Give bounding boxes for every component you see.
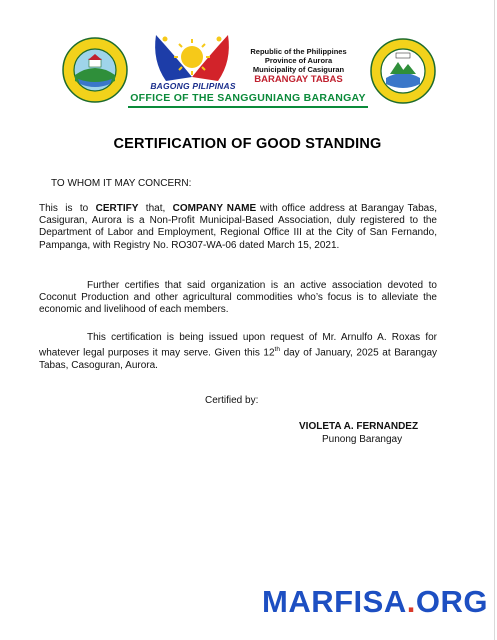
bagong-pilipinas-logo: [146, 27, 238, 89]
watermark-tld: ORG: [415, 584, 488, 619]
p1-intro: This is to: [39, 203, 96, 214]
p1-details: with office address at Barangay Tabas, Casiguran, Aurora is a Non-Profit Municipal-Based Association, duly registered to the Department of Labor and Employment, Regional Office III at the City of San Fernando, Pampanga, with Registry No. RO307-WA-06 dated March 15, 2021.: [39, 203, 438, 251]
header-line-republic: Republic of the Philippines: [250, 47, 347, 56]
letterhead: [236, 47, 361, 84]
office-title: OFFICE OF THE SANGGUNIANG BARANGAY: [130, 92, 366, 104]
header-barangay: BARANGAY TABAS: [254, 74, 343, 85]
p3-ordinal-suffix: th: [274, 346, 280, 354]
paragraph-further-certifies: Further certifies that said organization is an active association devoted to Coconut Production and other agricultural commodities who’s focus is to alleviate the economic and livelihood of each members.: [39, 280, 437, 316]
paragraph-certify: [39, 203, 437, 252]
paragraph-purpose: [39, 332, 437, 372]
logo-caption: BAGONG PILIPINAS: [150, 81, 236, 91]
p3-request: This certification is being issued upon request of Mr. Arnulfo A. Roxas for whatever legal purposes it may serve. Given this 12: [39, 332, 437, 359]
salutation: TO WHOM IT MAY CONCERN:: [51, 178, 192, 189]
header-line-municipality: Municipality of Casiguran: [252, 65, 345, 74]
p3-place: day of January, 2025 at Barangay Tabas, Casoguran, Aurora.: [39, 347, 438, 371]
document-title: CERTIFICATION OF GOOD STANDING: [113, 136, 382, 152]
header-divider: [128, 106, 368, 108]
barangay-seal-logo: [62, 37, 128, 103]
marfisa-watermark: [262, 584, 488, 620]
signer-position: Punong Barangay: [322, 434, 403, 445]
header-line-province: Province of Aurora: [264, 56, 333, 65]
p1-certify: CERTIFY: [95, 203, 139, 214]
certified-by-label: Certified by:: [205, 395, 259, 406]
watermark-dot: .: [406, 584, 416, 619]
municipal-seal-logo: [370, 38, 436, 104]
p1-that: that,: [138, 203, 173, 214]
p1-company-name: COMPANY NAME: [172, 203, 257, 214]
watermark-name: MARFISA: [262, 584, 407, 619]
signer-name: VIOLETA A. FERNANDEZ: [299, 421, 419, 432]
